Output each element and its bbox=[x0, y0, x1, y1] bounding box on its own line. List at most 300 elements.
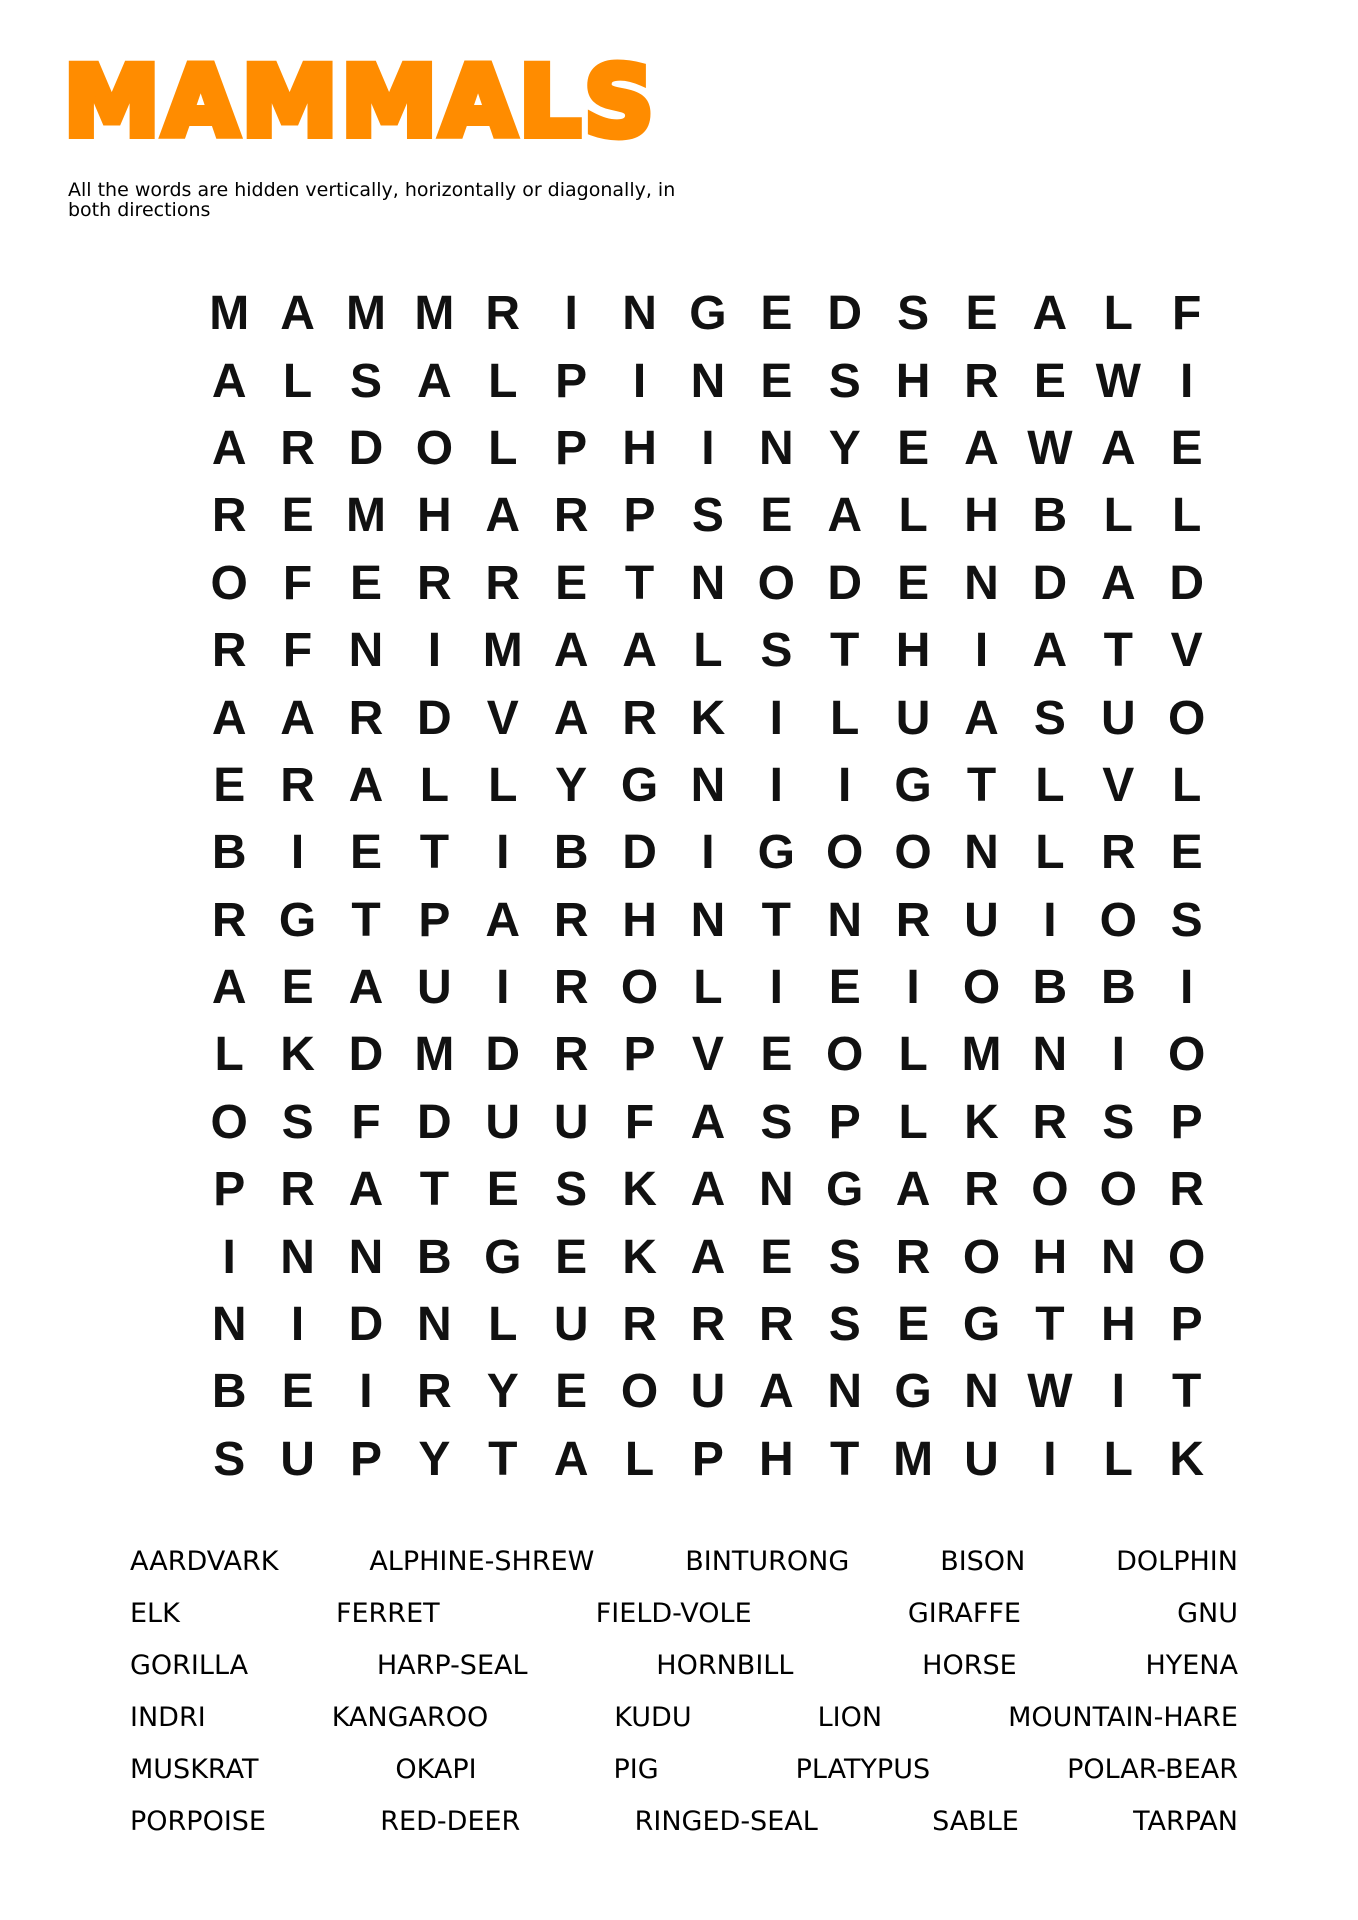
grid-cell: B bbox=[211, 826, 247, 880]
grid-cell: U bbox=[553, 1095, 589, 1149]
grid-cell: I bbox=[496, 961, 510, 1015]
grid-cell: E bbox=[1170, 826, 1203, 880]
grid-cell: H bbox=[964, 489, 999, 543]
grid-cell: O bbox=[1167, 1230, 1206, 1284]
grid-cell: A bbox=[553, 624, 589, 678]
grid-cell: E bbox=[897, 421, 930, 475]
word-list-item: MUSKRAT bbox=[130, 1753, 259, 1785]
grid-cell: M bbox=[893, 1432, 934, 1486]
grid-cell: R bbox=[895, 1230, 931, 1284]
word-list-item: KANGAROO bbox=[331, 1701, 489, 1733]
grid-cell: E bbox=[760, 287, 793, 341]
word-list-item: OKAPI bbox=[395, 1753, 477, 1785]
grid-cell: G bbox=[620, 758, 659, 812]
grid-cell: K bbox=[622, 1230, 657, 1284]
grid-cell: P bbox=[555, 421, 588, 475]
word-list-item: RINGED-SEAL bbox=[634, 1805, 818, 1837]
grid-cell: O bbox=[210, 1095, 248, 1149]
grid-cell: N bbox=[690, 556, 726, 610]
grid-cell: L bbox=[1103, 1432, 1133, 1486]
grid-cell: B bbox=[417, 1230, 452, 1284]
grid-cell: G bbox=[826, 1163, 864, 1217]
grid-cell: E bbox=[555, 1230, 588, 1284]
grid-cell: P bbox=[623, 489, 656, 543]
grid-cell: L bbox=[488, 421, 518, 475]
grid-cell: R bbox=[348, 691, 384, 745]
letter-grid bbox=[195, 280, 1206, 1493]
grid-cell: R bbox=[690, 1298, 726, 1352]
grid-cell: A bbox=[1032, 287, 1068, 341]
grid-cell: D bbox=[827, 556, 863, 610]
grid-cell: R bbox=[964, 354, 999, 408]
grid-cell: I bbox=[701, 826, 715, 880]
word-list bbox=[130, 1535, 1238, 1847]
grid-cell: B bbox=[1032, 961, 1068, 1015]
grid-cell: O bbox=[1099, 893, 1137, 947]
grid-cell: O bbox=[1099, 1163, 1137, 1217]
grid-cell: A bbox=[964, 691, 999, 745]
grid-cell: A bbox=[1100, 556, 1136, 610]
grid-cell: S bbox=[555, 1163, 588, 1217]
grid-cell: S bbox=[349, 354, 382, 408]
word-list-item: PORPOISE bbox=[130, 1805, 266, 1837]
grid-cell: I bbox=[1043, 893, 1057, 947]
grid-cell: P bbox=[828, 1095, 861, 1149]
word-list-item: PLATYPUS bbox=[795, 1753, 931, 1785]
grid-cell: M bbox=[345, 287, 386, 341]
grid-cell: H bbox=[417, 489, 452, 543]
grid-cell: T bbox=[419, 1163, 450, 1217]
grid-cell: E bbox=[760, 1230, 793, 1284]
grid-cell: N bbox=[964, 826, 999, 880]
grid-cell: L bbox=[214, 1028, 244, 1082]
word-list-row bbox=[130, 1795, 1238, 1847]
grid-cell: P bbox=[1170, 1095, 1203, 1149]
grid-cell: A bbox=[827, 489, 863, 543]
grid-cell: M bbox=[482, 624, 523, 678]
grid-cell: B bbox=[553, 826, 589, 880]
grid-cell: L bbox=[1172, 758, 1202, 812]
grid-cell: I bbox=[290, 1298, 305, 1352]
grid-cell: E bbox=[281, 961, 314, 1015]
grid-cell: E bbox=[760, 1028, 793, 1082]
grid-cell: N bbox=[758, 421, 794, 475]
instructions-text: All the words are hidden vertically, horizontally or diagonally, in both directions bbox=[68, 179, 676, 221]
grid-cell: O bbox=[894, 826, 932, 880]
grid-cell: L bbox=[1172, 489, 1202, 543]
grid-cell: K bbox=[280, 1028, 315, 1082]
word-list-item: INDRI bbox=[130, 1701, 206, 1733]
grid-cell: S bbox=[213, 1432, 246, 1486]
word-list-row bbox=[130, 1691, 1238, 1743]
grid-cell: B bbox=[1100, 961, 1136, 1015]
grid-cell: R bbox=[622, 691, 657, 745]
word-list-item: SABLE bbox=[932, 1805, 1019, 1837]
grid-cell: R bbox=[622, 1298, 657, 1352]
grid-cell: E bbox=[349, 556, 382, 610]
grid-cell: S bbox=[760, 1095, 793, 1149]
grid-cell: N bbox=[690, 354, 726, 408]
grid-cell: Y bbox=[828, 421, 861, 475]
grid-cell: U bbox=[690, 1365, 726, 1419]
grid-cell: I bbox=[769, 758, 783, 812]
grid-cell: M bbox=[414, 1028, 455, 1082]
word-list-item: ELK bbox=[130, 1597, 180, 1629]
grid-cell: H bbox=[622, 421, 657, 475]
grid-cell: I bbox=[1111, 1365, 1125, 1419]
word-list-item: GNU bbox=[1177, 1597, 1238, 1629]
grid-cell: I bbox=[1179, 354, 1194, 408]
grid-cell: U bbox=[895, 691, 931, 745]
grid-cell: T bbox=[351, 893, 381, 947]
grid-cell: L bbox=[1103, 489, 1133, 543]
grid-cell: O bbox=[757, 556, 795, 610]
word-list-item: FIELD-VOLE bbox=[595, 1597, 752, 1629]
word-list-item: GORILLA bbox=[130, 1649, 249, 1681]
grid-cell: S bbox=[897, 287, 930, 341]
grid-cell: R bbox=[553, 893, 589, 947]
grid-cell: M bbox=[209, 287, 250, 341]
word-list-row bbox=[130, 1587, 1238, 1639]
grid-cell: I bbox=[632, 354, 647, 408]
grid-cell: R bbox=[964, 1163, 999, 1217]
grid-cell: F bbox=[351, 1095, 381, 1149]
grid-cell: G bbox=[689, 287, 727, 341]
word-list-item: GIRAFFE bbox=[907, 1597, 1021, 1629]
grid-cell: U bbox=[964, 893, 999, 947]
grid-cell: R bbox=[417, 1365, 452, 1419]
grid-cell: R bbox=[211, 489, 247, 543]
grid-cell: G bbox=[894, 758, 932, 812]
grid-cell: L bbox=[1035, 826, 1065, 880]
grid-cell: R bbox=[280, 758, 315, 812]
grid-cell: L bbox=[488, 354, 518, 408]
grid-cell: M bbox=[414, 287, 455, 341]
grid-cell: P bbox=[418, 893, 451, 947]
grid-cell: A bbox=[758, 1365, 794, 1419]
grid-cell: O bbox=[826, 1028, 864, 1082]
grid-cell: E bbox=[281, 489, 314, 543]
grid-cell: L bbox=[1035, 758, 1065, 812]
grid-cell: W bbox=[1027, 421, 1073, 475]
grid-cell: S bbox=[691, 489, 724, 543]
grid-cell: G bbox=[962, 1298, 1001, 1352]
grid-cell: I bbox=[769, 961, 783, 1015]
grid-cell: R bbox=[1100, 826, 1136, 880]
grid-cell: R bbox=[417, 556, 452, 610]
grid-cell: E bbox=[760, 489, 793, 543]
grid-cell: F bbox=[1172, 287, 1202, 341]
grid-cell: L bbox=[282, 354, 313, 408]
page-title: MAMMALS bbox=[64, 46, 658, 158]
grid-cell: S bbox=[1170, 893, 1203, 947]
grid-cell: N bbox=[622, 287, 657, 341]
grid-cell: A bbox=[1100, 421, 1136, 475]
grid-cell: E bbox=[965, 287, 998, 341]
grid-cell: T bbox=[830, 624, 860, 678]
grid-cell: D bbox=[1169, 556, 1204, 610]
grid-cell: A bbox=[417, 354, 452, 408]
word-list-item: POLAR-BEAR bbox=[1067, 1753, 1238, 1785]
grid-cell: D bbox=[1032, 556, 1068, 610]
grid-cell: A bbox=[895, 1163, 931, 1217]
grid-cell: T bbox=[761, 893, 791, 947]
grid-cell: F bbox=[282, 556, 313, 610]
grid-cell: T bbox=[488, 1432, 518, 1486]
grid-cell: E bbox=[555, 556, 588, 610]
word-list-item: HYENA bbox=[1145, 1649, 1238, 1681]
grid-cell: V bbox=[691, 1028, 724, 1082]
grid-cell: N bbox=[827, 1365, 863, 1419]
grid-cell: L bbox=[488, 1298, 518, 1352]
grid-cell: L bbox=[693, 624, 723, 678]
grid-cell: E bbox=[486, 1163, 519, 1217]
grid-cell: E bbox=[897, 1298, 930, 1352]
grid-cell: G bbox=[484, 1230, 522, 1284]
grid-cell: W bbox=[1095, 354, 1141, 408]
grid-cell: S bbox=[281, 1095, 314, 1149]
grid-cell: U bbox=[417, 961, 452, 1015]
grid-cell: A bbox=[964, 421, 999, 475]
grid-cell: L bbox=[419, 758, 450, 812]
grid-cell: N bbox=[348, 624, 384, 678]
word-list-item: AARDVARK bbox=[130, 1545, 279, 1577]
grid-cell: H bbox=[1032, 1230, 1068, 1284]
grid-cell: N bbox=[964, 556, 999, 610]
grid-cell: W bbox=[1027, 1365, 1073, 1419]
grid-cell: U bbox=[280, 1432, 315, 1486]
grid-cell: E bbox=[213, 758, 246, 812]
grid-cell: R bbox=[485, 287, 521, 341]
grid-cell: A bbox=[211, 691, 247, 745]
grid-cell: N bbox=[827, 893, 863, 947]
grid-cell: F bbox=[282, 624, 313, 678]
word-list-item: PIG bbox=[613, 1753, 659, 1785]
grid-cell: R bbox=[485, 556, 521, 610]
grid-cell: D bbox=[348, 1028, 384, 1082]
grid-cell: R bbox=[1032, 1095, 1068, 1149]
grid-cell: I bbox=[906, 961, 920, 1015]
grid-cell: D bbox=[348, 1298, 384, 1352]
grid-cell: N bbox=[348, 1230, 384, 1284]
grid-cell: E bbox=[1033, 354, 1066, 408]
grid-cell: T bbox=[419, 826, 450, 880]
grid-cell: R bbox=[1169, 1163, 1204, 1217]
grid-cell: R bbox=[895, 893, 931, 947]
grid-cell: A bbox=[485, 893, 521, 947]
grid-cell: A bbox=[348, 758, 384, 812]
grid-cell: T bbox=[1035, 1298, 1065, 1352]
grid-cell: E bbox=[760, 354, 793, 408]
grid-cell: D bbox=[827, 287, 863, 341]
grid-cell: L bbox=[488, 758, 518, 812]
grid-cell: A bbox=[690, 1095, 726, 1149]
grid-cell: I bbox=[974, 624, 989, 678]
grid-cell: L bbox=[898, 489, 928, 543]
grid-cell: V bbox=[1102, 758, 1135, 812]
grid-cell: E bbox=[555, 1365, 588, 1419]
grid-cell: R bbox=[553, 489, 589, 543]
grid-cell: K bbox=[1169, 1432, 1204, 1486]
word-list-item: BINTURONG bbox=[685, 1545, 850, 1577]
grid-cell: E bbox=[897, 556, 930, 610]
grid-cell: T bbox=[1103, 624, 1133, 678]
grid-cell: S bbox=[760, 624, 793, 678]
grid-cell: E bbox=[1170, 421, 1203, 475]
grid-cell: A bbox=[690, 1163, 726, 1217]
word-list-item: KUDU bbox=[614, 1701, 692, 1733]
grid-cell: O bbox=[620, 961, 659, 1015]
grid-cell: N bbox=[690, 893, 726, 947]
word-list-item: HORNBILL bbox=[656, 1649, 794, 1681]
grid-cell: O bbox=[826, 826, 864, 880]
grid-cell: Y bbox=[555, 758, 588, 812]
grid-cell: R bbox=[280, 421, 315, 475]
grid-cell: R bbox=[280, 1163, 315, 1217]
word-list-row bbox=[130, 1535, 1238, 1587]
grid-cell: S bbox=[1033, 691, 1066, 745]
word-list-item: RED-DEER bbox=[380, 1805, 521, 1837]
grid-cell: Y bbox=[418, 1432, 451, 1486]
grid-cell: O bbox=[1167, 691, 1206, 745]
grid-cell: A bbox=[553, 691, 589, 745]
grid-cell: A bbox=[280, 691, 315, 745]
grid-cell: N bbox=[1100, 1230, 1136, 1284]
word-list-item: LION bbox=[817, 1701, 883, 1733]
grid-cell: A bbox=[1032, 624, 1068, 678]
grid-cell: N bbox=[211, 1298, 247, 1352]
grid-cell: K bbox=[964, 1095, 999, 1149]
grid-cell: P bbox=[1170, 1298, 1203, 1352]
grid-cell: L bbox=[830, 691, 860, 745]
grid-cell: A bbox=[348, 961, 384, 1015]
grid-cell: I bbox=[1179, 961, 1194, 1015]
word-list-item: FERRET bbox=[335, 1597, 440, 1629]
grid-cell: S bbox=[828, 1230, 861, 1284]
grid-cell: A bbox=[348, 1163, 384, 1217]
grid-cell: A bbox=[553, 1432, 589, 1486]
word-list-item: HARP-SEAL bbox=[376, 1649, 528, 1681]
grid-cell: R bbox=[211, 893, 247, 947]
grid-cell: G bbox=[757, 826, 795, 880]
grid-cell: S bbox=[828, 354, 861, 408]
grid-cell: A bbox=[211, 354, 247, 408]
grid-cell: A bbox=[211, 961, 247, 1015]
grid-cell: O bbox=[210, 556, 248, 610]
grid-cell: N bbox=[964, 1365, 999, 1419]
word-list-item: ALPHINE-SHREW bbox=[369, 1545, 595, 1577]
grid-cell: T bbox=[966, 758, 997, 812]
grid-cell: H bbox=[622, 893, 657, 947]
grid-cell: P bbox=[623, 1028, 656, 1082]
word-list-row bbox=[130, 1639, 1238, 1691]
grid-cell: A bbox=[485, 489, 521, 543]
grid-cell: E bbox=[281, 1365, 314, 1419]
grid-cell: V bbox=[486, 691, 519, 745]
grid-cell: D bbox=[622, 826, 657, 880]
grid-cell: I bbox=[769, 691, 783, 745]
grid-cell: H bbox=[758, 1432, 794, 1486]
grid-cell: S bbox=[828, 1298, 861, 1352]
grid-cell: U bbox=[485, 1095, 521, 1149]
grid-cell: H bbox=[895, 624, 931, 678]
grid-cell: S bbox=[1102, 1095, 1135, 1149]
grid-cell: A bbox=[690, 1230, 726, 1284]
grid-cell: P bbox=[213, 1163, 246, 1217]
grid-cell: M bbox=[961, 1028, 1002, 1082]
grid-cell: L bbox=[898, 1095, 928, 1149]
grid-cell: R bbox=[758, 1298, 794, 1352]
grid-cell: E bbox=[349, 826, 382, 880]
grid-cell: Y bbox=[486, 1365, 519, 1419]
grid-cell: A bbox=[280, 287, 315, 341]
grid-cell: L bbox=[693, 961, 723, 1015]
grid-cell: E bbox=[828, 961, 861, 1015]
grid-cell: U bbox=[964, 1432, 999, 1486]
grid-cell: D bbox=[417, 691, 452, 745]
grid-cell: I bbox=[496, 826, 510, 880]
grid-cell: V bbox=[1170, 624, 1203, 678]
grid-cell: M bbox=[345, 489, 386, 543]
grid-cell: P bbox=[555, 354, 588, 408]
grid-cell: O bbox=[1031, 1163, 1069, 1217]
grid-cell: O bbox=[962, 961, 1001, 1015]
grid-cell: N bbox=[417, 1298, 452, 1352]
word-list-row bbox=[130, 1743, 1238, 1795]
grid-cell: L bbox=[624, 1432, 655, 1486]
grid-cell: O bbox=[415, 421, 454, 475]
grid-cell: T bbox=[624, 556, 655, 610]
grid-cell: R bbox=[211, 624, 247, 678]
grid-cell: I bbox=[701, 421, 715, 475]
grid-cell: N bbox=[280, 1230, 315, 1284]
grid-cell: I bbox=[1111, 1028, 1125, 1082]
grid-cell: P bbox=[691, 1432, 724, 1486]
grid-cell: I bbox=[838, 758, 852, 812]
grid-cell: T bbox=[1172, 1365, 1202, 1419]
grid-cell: L bbox=[898, 1028, 928, 1082]
grid-cell: N bbox=[758, 1163, 794, 1217]
grid-cell: O bbox=[962, 1230, 1001, 1284]
grid-cell: D bbox=[417, 1095, 452, 1149]
grid-cell: I bbox=[222, 1230, 236, 1284]
grid-cell: O bbox=[620, 1365, 659, 1419]
grid-cell: I bbox=[290, 826, 305, 880]
grid-cell: A bbox=[622, 624, 657, 678]
grid-cell: D bbox=[348, 421, 384, 475]
grid-cell: R bbox=[553, 1028, 589, 1082]
grid-cell: B bbox=[211, 1365, 247, 1419]
grid-cell: G bbox=[894, 1365, 932, 1419]
grid-cell: T bbox=[830, 1432, 860, 1486]
word-list-item: MOUNTAIN-HARE bbox=[1008, 1701, 1238, 1733]
grid-cell: F bbox=[624, 1095, 655, 1149]
grid-cell: O bbox=[1167, 1028, 1206, 1082]
grid-cell: K bbox=[622, 1163, 657, 1217]
grid-cell: A bbox=[211, 421, 247, 475]
grid-cell: D bbox=[485, 1028, 521, 1082]
grid-cell: G bbox=[278, 893, 317, 947]
grid-cell: I bbox=[427, 624, 442, 678]
grid-cell: K bbox=[690, 691, 726, 745]
grid-cell: U bbox=[1100, 691, 1136, 745]
word-list-item: BISON bbox=[940, 1545, 1026, 1577]
grid-cell: L bbox=[1103, 287, 1133, 341]
grid-cell: I bbox=[1043, 1432, 1057, 1486]
word-list-item: DOLPHIN bbox=[1116, 1545, 1238, 1577]
grid-cell: H bbox=[1100, 1298, 1136, 1352]
grid-cell: P bbox=[349, 1432, 382, 1486]
